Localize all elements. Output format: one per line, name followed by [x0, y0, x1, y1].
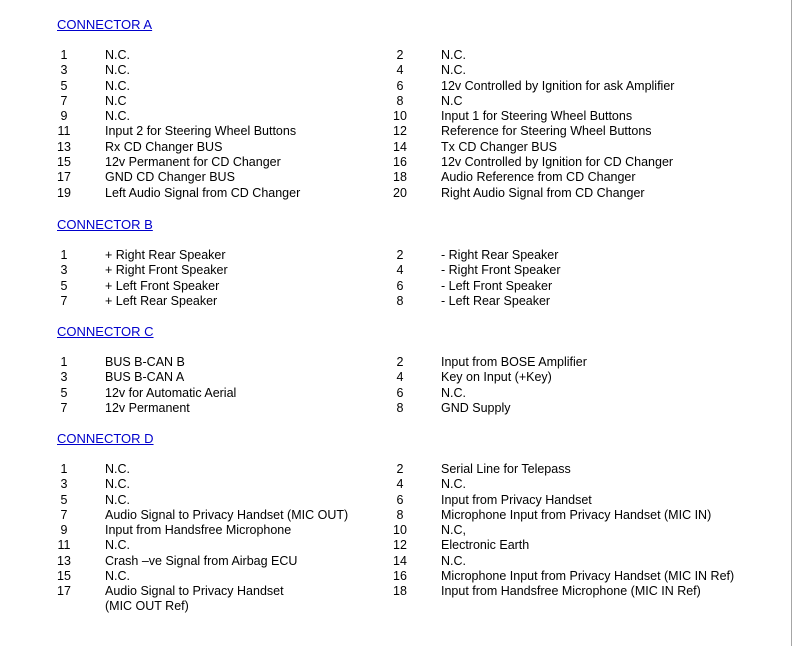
pin-number: 3: [60, 477, 68, 492]
pin-description: N.C.: [105, 48, 130, 62]
pin-description: N.C.: [441, 553, 466, 568]
pin-description: N.C.: [105, 477, 130, 492]
pin-number: 8: [396, 293, 404, 308]
pin-number: 17: [57, 170, 71, 185]
pin-row: [0, 493, 790, 508]
pin-number: 1: [60, 462, 68, 476]
pin-description: GND Supply: [441, 400, 511, 415]
pin-row: [0, 170, 790, 185]
pin-number: 5: [60, 78, 68, 93]
pin-description: N.C.: [441, 477, 466, 492]
pin-description: Tx CD Changer BUS: [441, 139, 558, 154]
pin-row: [0, 294, 790, 309]
pin-number: 2: [396, 462, 404, 476]
pin-description: Input from Handsfree Microphone: [105, 523, 292, 538]
pin-number: 10: [393, 109, 407, 124]
pin-description-line: Audio Signal to Privacy Handset: [105, 584, 284, 599]
pin-row: [0, 263, 790, 278]
pin-description: + Right Front Speaker: [105, 263, 228, 278]
connector-d-link[interactable]: CONNECTOR D: [57, 431, 154, 446]
pin-row: [0, 401, 790, 416]
pin-description: N.C.: [105, 492, 130, 507]
pin-row: [0, 569, 790, 584]
pin-description: N.C.: [441, 63, 466, 78]
pin-description: - Right Rear Speaker: [441, 248, 559, 262]
pin-number: 2: [396, 248, 404, 262]
pin-description: N.C.: [105, 63, 130, 78]
pin-row: [0, 554, 790, 569]
pin-description: Key on Input (+Key): [441, 370, 552, 385]
pin-description: + Left Front Speaker: [105, 278, 220, 293]
pin-description: N.C.: [105, 462, 130, 476]
pin-row: [0, 355, 790, 370]
pin-description: Left Audio Signal from CD Changer: [105, 185, 301, 200]
pin-number: 16: [393, 569, 407, 584]
pin-description: 12v Permanent for CD Changer: [105, 155, 281, 170]
pin-row: [0, 370, 790, 385]
pin-number: 11: [57, 538, 71, 553]
pin-description: + Right Rear Speaker: [105, 248, 226, 262]
pin-number: 4: [396, 477, 404, 492]
pin-row: [0, 124, 790, 139]
connector-c-link[interactable]: CONNECTOR C: [57, 324, 154, 339]
pin-row: [0, 48, 790, 63]
pin-description: Rx CD Changer BUS: [105, 139, 223, 154]
pin-description: Right Audio Signal from CD Changer: [441, 185, 645, 200]
pin-number: 6: [396, 385, 404, 400]
pin-description: N.C.: [441, 48, 466, 62]
pin-number: 14: [393, 553, 407, 568]
pin-number: 8: [396, 93, 404, 108]
pin-number: 13: [57, 553, 71, 568]
pin-description: Audio Signal to Privacy Handset (MIC OUT): [105, 507, 349, 522]
pin-number: 20: [393, 185, 407, 200]
pin-number: 13: [57, 139, 71, 154]
pin-description: - Right Front Speaker: [441, 263, 561, 278]
pin-row: [0, 538, 790, 553]
pin-number: 1: [60, 248, 68, 262]
pin-number: 14: [393, 139, 407, 154]
pin-number: 5: [60, 492, 68, 507]
pin-number: 5: [60, 278, 68, 293]
pin-description: Reference for Steering Wheel Buttons: [441, 124, 652, 139]
pin-description: N.C.: [105, 109, 130, 124]
pin-description: N.C.: [105, 538, 130, 553]
pin-number: 3: [60, 63, 68, 78]
pin-description: Electronic Earth: [441, 538, 530, 553]
pin-number: 6: [396, 492, 404, 507]
pin-number: 1: [60, 355, 68, 369]
pin-number: 17: [57, 584, 71, 599]
pin-description: Input from BOSE Amplifier: [441, 355, 587, 369]
connector-c-pin-list: [0, 355, 790, 416]
pin-description: N.C.: [105, 78, 130, 93]
pin-number: 7: [60, 507, 68, 522]
pin-number: 8: [396, 400, 404, 415]
pin-number: 6: [396, 278, 404, 293]
pin-number: 18: [393, 170, 407, 185]
connector-b-link[interactable]: CONNECTOR B: [57, 217, 153, 232]
pin-description: N.C: [441, 93, 463, 108]
pin-number: 4: [396, 63, 404, 78]
pin-description: Crash –ve Signal from Airbag ECU: [105, 553, 298, 568]
pin-description: N.C.: [441, 385, 466, 400]
pin-number: 19: [57, 185, 71, 200]
pin-row: [0, 109, 790, 124]
pin-row: [0, 63, 790, 78]
pin-description: Input 2 for Steering Wheel Buttons: [105, 124, 297, 139]
pin-number: 15: [57, 155, 71, 170]
pin-row: [0, 248, 790, 263]
pin-number: 7: [60, 293, 68, 308]
pin-number: 5: [60, 385, 68, 400]
pin-number: 4: [396, 263, 404, 278]
pin-row: [0, 508, 790, 523]
pin-row: [0, 186, 790, 201]
pin-number: 12: [393, 538, 407, 553]
pin-number: 1: [60, 48, 68, 62]
pin-row: [0, 140, 790, 155]
pin-row: [0, 477, 790, 492]
pin-description: 12v Controlled by Ignition for CD Changer: [441, 155, 674, 170]
pin-number: 6: [396, 78, 404, 93]
pin-description: N.C,: [441, 523, 466, 538]
connector-a-pin-list: [0, 48, 790, 201]
pin-number: 3: [60, 370, 68, 385]
connector-a-link[interactable]: CONNECTOR A: [57, 17, 153, 32]
pin-row: [0, 155, 790, 170]
pin-description: GND CD Changer BUS: [105, 170, 235, 185]
pin-description: BUS B-CAN B: [105, 355, 185, 369]
pin-number: 2: [396, 48, 404, 62]
pin-description: [105, 584, 284, 614]
pin-number: 7: [60, 93, 68, 108]
pin-description: Audio Reference from CD Changer: [441, 170, 636, 185]
pin-number: 4: [396, 370, 404, 385]
pin-description: Microphone Input from Privacy Handset (MIC IN): [441, 507, 712, 522]
pin-number: 2: [396, 355, 404, 369]
pin-number: 10: [393, 523, 407, 538]
pin-description: Input from Privacy Handset: [441, 492, 592, 507]
pin-description: Microphone Input from Privacy Handset (MIC IN Ref): [441, 569, 735, 584]
pin-description: N.C.: [105, 569, 130, 584]
pin-number: 11: [57, 124, 71, 139]
pin-description: N.C: [105, 93, 127, 108]
pin-row: [0, 462, 790, 477]
pin-number: 9: [60, 523, 68, 538]
pin-number: 8: [396, 507, 404, 522]
connector-d-pin-list: [0, 462, 790, 615]
pin-description: 12v Controlled by Ignition for ask Amplifier: [441, 78, 675, 93]
pin-description: 12v for Automatic Aerial: [105, 385, 237, 400]
pin-row: [0, 584, 790, 615]
pin-description: - Left Rear Speaker: [441, 293, 551, 308]
pin-number: 15: [57, 569, 71, 584]
pin-row: [0, 79, 790, 94]
pin-description: 12v Permanent: [105, 400, 190, 415]
pin-row: [0, 279, 790, 294]
pin-number: 7: [60, 400, 68, 415]
pin-number: 9: [60, 109, 68, 124]
pin-row: [0, 523, 790, 538]
pin-description: Serial Line for Telepass: [441, 462, 571, 476]
pin-description: - Left Front Speaker: [441, 278, 553, 293]
pin-row: [0, 94, 790, 109]
pin-description: Input from Handsfree Microphone (MIC IN Ref): [441, 584, 701, 599]
pin-description-line: (MIC OUT Ref): [105, 599, 189, 614]
pin-number: 16: [393, 155, 407, 170]
pin-row: [0, 386, 790, 401]
pin-description: Input 1 for Steering Wheel Buttons: [441, 109, 633, 124]
pin-description: + Left Rear Speaker: [105, 293, 218, 308]
pin-number: 12: [393, 124, 407, 139]
pin-number: 18: [393, 584, 407, 599]
pin-number: 3: [60, 263, 68, 278]
pin-description: BUS B-CAN A: [105, 370, 185, 385]
connector-b-pin-list: [0, 248, 790, 309]
